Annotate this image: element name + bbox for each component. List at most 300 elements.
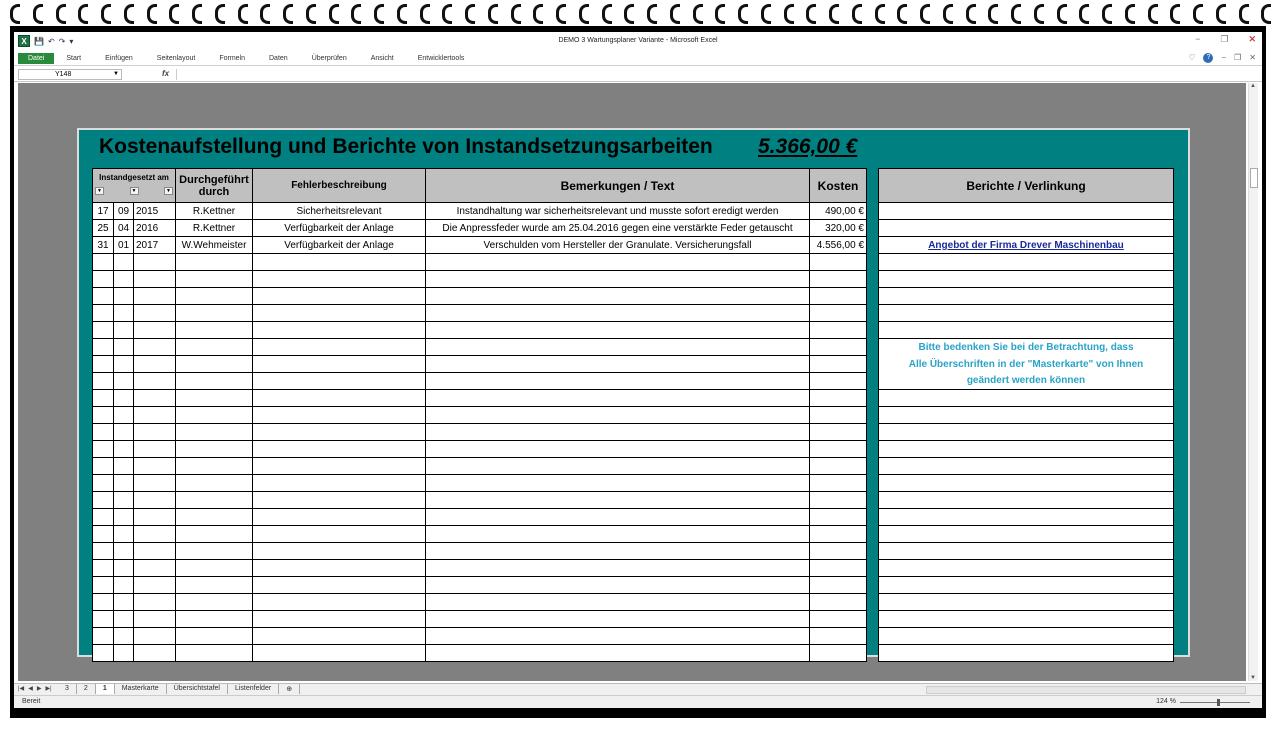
cell-remarks[interactable] <box>426 390 810 407</box>
cell-fault[interactable] <box>253 526 426 543</box>
spiral-ring <box>920 4 930 24</box>
cell-by[interactable] <box>176 526 253 543</box>
cell-day[interactable] <box>93 373 114 390</box>
reports-row <box>879 220 1174 237</box>
cell-year[interactable] <box>134 475 176 492</box>
title-bar <box>14 32 1262 50</box>
cell-month[interactable] <box>114 543 134 560</box>
reports-cell[interactable] <box>879 390 1174 407</box>
cell-fault[interactable] <box>253 339 426 356</box>
cell-remarks[interactable]: Verschulden vom Hersteller der Granulate. Versicherungsfall <box>426 237 810 254</box>
cell-cost[interactable] <box>810 509 867 526</box>
filter-day-icon[interactable]: ▼ <box>95 187 104 195</box>
reports-cell[interactable] <box>879 509 1174 526</box>
spiral-ring <box>56 4 66 24</box>
ribbon-tab-4[interactable]: Formeln <box>219 55 245 62</box>
cell-cost[interactable] <box>810 373 867 390</box>
cell-day[interactable] <box>93 305 114 322</box>
spiral-ring <box>397 4 407 24</box>
cell-cost[interactable] <box>810 526 867 543</box>
spiral-ring <box>647 4 657 24</box>
cell-fault[interactable] <box>253 288 426 305</box>
save-icon[interactable]: 💾 <box>34 36 44 46</box>
cell-year[interactable] <box>134 543 176 560</box>
filter-year-icon[interactable]: ▼ <box>164 187 173 195</box>
reports-row <box>879 594 1174 611</box>
cell-fault[interactable] <box>253 322 426 339</box>
cell-year[interactable] <box>134 492 176 509</box>
cell-remarks[interactable] <box>426 577 810 594</box>
reports-cell[interactable] <box>879 322 1174 339</box>
reports-row <box>879 441 1174 458</box>
undo-icon[interactable]: ↶ <box>47 36 55 46</box>
cell-remarks[interactable]: Die Anpressfeder wurde am 25.04.2016 gegen eine verstärkte Feder getauscht <box>426 220 810 237</box>
reports-cell[interactable] <box>879 220 1174 237</box>
reports-cell[interactable] <box>879 526 1174 543</box>
cell-fault[interactable] <box>253 407 426 424</box>
sheet-tab[interactable]: 1 <box>96 684 115 694</box>
window-minimize-icon[interactable]: − <box>1221 53 1227 62</box>
cell-fault[interactable] <box>253 305 426 322</box>
sheet-tab[interactable]: 3 <box>58 684 77 694</box>
reports-cell[interactable] <box>879 288 1174 305</box>
spiral-binding <box>10 4 1272 26</box>
next-sheet-icon[interactable]: ▶ <box>36 686 42 692</box>
cell-fault[interactable] <box>253 628 426 645</box>
cell-by[interactable] <box>176 254 253 271</box>
cell-day[interactable] <box>93 543 114 560</box>
cell-by[interactable] <box>176 628 253 645</box>
sheet-tab[interactable]: 2 <box>77 684 96 694</box>
cell-day[interactable]: 17 <box>93 203 114 220</box>
cell-month[interactable] <box>114 492 134 509</box>
cell-year[interactable] <box>134 560 176 577</box>
sheet-tab[interactable]: Übersichtstafel <box>167 684 228 694</box>
cell-day[interactable] <box>93 254 114 271</box>
cell-by[interactable] <box>176 441 253 458</box>
zoom-slider-knob[interactable] <box>1217 699 1220 706</box>
sheet-tab[interactable]: Masterkarte <box>115 684 167 694</box>
cell-remarks[interactable] <box>426 526 810 543</box>
cell-day[interactable] <box>93 356 114 373</box>
restore-button[interactable]: ❐ <box>1220 34 1229 44</box>
cell-cost[interactable] <box>810 305 867 322</box>
cell-cost[interactable] <box>810 288 867 305</box>
cell-by[interactable] <box>176 611 253 628</box>
report-link[interactable]: Angebot der Firma Drever Maschinenbau <box>879 237 1174 254</box>
reports-cell[interactable] <box>879 628 1174 645</box>
cell-year[interactable] <box>134 373 176 390</box>
cell-by[interactable] <box>176 424 253 441</box>
cell-fault[interactable] <box>253 543 426 560</box>
cell-fault[interactable] <box>253 356 426 373</box>
cell-cost[interactable] <box>810 645 867 662</box>
cell-remarks[interactable] <box>426 271 810 288</box>
cell-fault[interactable] <box>253 492 426 509</box>
cell-day[interactable] <box>93 509 114 526</box>
prev-sheet-icon[interactable]: ◀ <box>28 686 33 692</box>
cell-day[interactable] <box>93 441 114 458</box>
cell-fault[interactable] <box>253 458 426 475</box>
cell-cost[interactable] <box>810 628 867 645</box>
cell-cost[interactable] <box>810 407 867 424</box>
cell-day[interactable] <box>93 339 114 356</box>
reports-cell[interactable] <box>879 611 1174 628</box>
cell-month[interactable]: 09 <box>114 203 134 220</box>
cell-remarks[interactable] <box>426 339 810 356</box>
cell-day[interactable] <box>93 458 114 475</box>
minimize-button[interactable]: − <box>1195 34 1201 44</box>
first-sheet-icon[interactable]: |◀ <box>18 686 25 692</box>
cell-cost[interactable] <box>810 322 867 339</box>
redo-icon[interactable]: ↷ <box>58 36 66 46</box>
excel-window <box>14 32 1262 708</box>
cell-day[interactable] <box>93 492 114 509</box>
table-row <box>93 645 867 662</box>
spiral-ring <box>169 4 179 24</box>
cell-cost[interactable] <box>810 339 867 356</box>
cell-year[interactable] <box>134 356 176 373</box>
header-cost: Kosten <box>810 169 867 203</box>
cell-month[interactable]: 04 <box>114 220 134 237</box>
cell-year[interactable] <box>134 509 176 526</box>
cell-year[interactable] <box>134 645 176 662</box>
cell-cost[interactable] <box>810 458 867 475</box>
filter-month-icon[interactable]: ▼ <box>130 187 139 195</box>
cell-by[interactable] <box>176 339 253 356</box>
ribbon-minimize-icon[interactable]: ♡ <box>1188 53 1196 62</box>
cell-cost[interactable] <box>810 611 867 628</box>
cell-day[interactable]: 25 <box>93 220 114 237</box>
cell-by[interactable] <box>176 390 253 407</box>
reports-cell[interactable] <box>879 492 1174 509</box>
cell-cost[interactable] <box>810 475 867 492</box>
cell-month[interactable] <box>114 322 134 339</box>
cell-year[interactable] <box>134 594 176 611</box>
cell-month[interactable] <box>114 560 134 577</box>
table-row <box>93 203 867 220</box>
ribbon-tab-7[interactable]: Ansicht <box>370 55 394 62</box>
cell-fault[interactable] <box>253 390 426 407</box>
cell-month[interactable] <box>114 288 134 305</box>
cell-cost[interactable] <box>810 560 867 577</box>
last-sheet-icon[interactable]: ▶| <box>45 686 52 692</box>
cell-fault[interactable] <box>253 271 426 288</box>
cell-day[interactable] <box>93 424 114 441</box>
cell-fault[interactable] <box>253 475 426 492</box>
close-button[interactable]: ✕ <box>1248 34 1256 44</box>
cell-cost[interactable] <box>810 492 867 509</box>
cell-year[interactable]: 2016 <box>134 220 176 237</box>
cell-month[interactable] <box>114 254 134 271</box>
cell-cost[interactable] <box>810 543 867 560</box>
cell-by[interactable] <box>176 509 253 526</box>
cell-year[interactable] <box>134 271 176 288</box>
fx-icon[interactable]: fx <box>162 69 170 78</box>
cell-day[interactable] <box>93 288 114 305</box>
scroll-down-icon[interactable]: ▼ <box>1250 675 1256 681</box>
cell-by[interactable] <box>176 645 253 662</box>
ribbon-tab-6[interactable]: Überprüfen <box>311 55 347 62</box>
excel-icon[interactable]: X <box>18 35 30 47</box>
cell-fault[interactable] <box>253 441 426 458</box>
reports-cell[interactable] <box>879 441 1174 458</box>
cell-by[interactable] <box>176 543 253 560</box>
name-box[interactable] <box>18 69 122 80</box>
reports-cell[interactable] <box>879 577 1174 594</box>
name-box-dropdown-icon[interactable]: ▼ <box>113 71 119 77</box>
spiral-ring <box>966 4 976 24</box>
cell-year[interactable] <box>134 526 176 543</box>
cell-year[interactable] <box>134 441 176 458</box>
cell-month[interactable] <box>114 356 134 373</box>
cell-month[interactable] <box>114 458 134 475</box>
cell-fault[interactable] <box>253 424 426 441</box>
cell-by[interactable] <box>176 356 253 373</box>
zoom-slider[interactable] <box>1180 702 1250 703</box>
spiral-ring <box>10 4 20 24</box>
cell-by[interactable] <box>176 475 253 492</box>
cell-remarks[interactable] <box>426 424 810 441</box>
reports-cell[interactable] <box>879 543 1174 560</box>
cell-month[interactable] <box>114 628 134 645</box>
sheet-tab[interactable]: Listenfelder <box>228 684 279 694</box>
reports-cell[interactable] <box>879 305 1174 322</box>
cell-cost[interactable] <box>810 594 867 611</box>
cell-day[interactable] <box>93 271 114 288</box>
formula-input[interactable] <box>176 69 1252 80</box>
cell-remarks[interactable] <box>426 611 810 628</box>
cell-fault[interactable] <box>253 611 426 628</box>
spiral-ring <box>101 4 111 24</box>
cell-remarks[interactable] <box>426 407 810 424</box>
reports-cell[interactable] <box>879 594 1174 611</box>
cell-day[interactable] <box>93 628 114 645</box>
ribbon-tab-5[interactable]: Daten <box>269 55 288 62</box>
cell-cost[interactable] <box>810 390 867 407</box>
cell-month[interactable] <box>114 577 134 594</box>
cell-remarks[interactable] <box>426 492 810 509</box>
cell-day[interactable] <box>93 594 114 611</box>
spiral-ring <box>1011 4 1021 24</box>
header-date <box>93 169 176 203</box>
cell-remarks[interactable]: Instandhaltung war sicherheitsrelevant und musste sofort eredigt werden <box>426 203 810 220</box>
cell-fault[interactable] <box>253 594 426 611</box>
cell-year[interactable] <box>134 577 176 594</box>
customize-toolbar-icon[interactable]: ▾ <box>69 36 74 46</box>
cell-year[interactable] <box>134 424 176 441</box>
cell-remarks[interactable] <box>426 305 810 322</box>
ribbon-tab-8[interactable]: Entwicklertools <box>417 55 465 62</box>
cell-fault[interactable] <box>253 560 426 577</box>
cell-remarks[interactable] <box>426 322 810 339</box>
cell-remarks[interactable] <box>426 645 810 662</box>
cell-by[interactable] <box>176 288 253 305</box>
cell-fault[interactable]: Sicherheitsrelevant <box>253 203 426 220</box>
ribbon-tab-2[interactable]: Einfügen <box>105 55 133 62</box>
spiral-ring <box>124 4 134 24</box>
cell-cost[interactable] <box>810 254 867 271</box>
reports-cell[interactable] <box>879 254 1174 271</box>
reports-cell[interactable] <box>879 645 1174 662</box>
cell-year[interactable] <box>134 407 176 424</box>
cell-month[interactable] <box>114 407 134 424</box>
cell-month[interactable] <box>114 305 134 322</box>
cell-cost[interactable] <box>810 271 867 288</box>
reports-cell[interactable] <box>879 458 1174 475</box>
cell-day[interactable] <box>93 390 114 407</box>
cell-remarks[interactable] <box>426 628 810 645</box>
cell-fault[interactable] <box>253 577 426 594</box>
spiral-ring <box>1125 4 1135 24</box>
cell-fault[interactable] <box>253 645 426 662</box>
cell-year[interactable] <box>134 322 176 339</box>
cell-by[interactable] <box>176 373 253 390</box>
reports-row <box>879 203 1174 220</box>
cell-remarks[interactable] <box>426 475 810 492</box>
cell-by[interactable] <box>176 322 253 339</box>
table-row <box>93 543 867 560</box>
table-row <box>93 237 867 254</box>
cell-year[interactable] <box>134 611 176 628</box>
cell-cost[interactable]: 4.556,00 € <box>810 237 867 254</box>
scroll-up-icon[interactable]: ▲ <box>1250 83 1256 89</box>
window-restore-icon[interactable]: ❐ <box>1234 53 1242 62</box>
cell-remarks[interactable] <box>426 543 810 560</box>
reports-cell[interactable] <box>879 424 1174 441</box>
cell-remarks[interactable] <box>426 594 810 611</box>
table-row <box>93 220 867 237</box>
cell-cost[interactable] <box>810 441 867 458</box>
cell-month[interactable]: 01 <box>114 237 134 254</box>
cell-month[interactable] <box>114 339 134 356</box>
cell-month[interactable] <box>114 373 134 390</box>
cell-fault[interactable] <box>253 373 426 390</box>
cell-month[interactable] <box>114 475 134 492</box>
cell-cost[interactable] <box>810 424 867 441</box>
header-fault: Fehlerbeschreibung <box>253 169 426 203</box>
header-by: Durchgeführt durch <box>176 169 253 203</box>
spiral-ring <box>147 4 157 24</box>
cell-day[interactable]: 31 <box>93 237 114 254</box>
cell-by[interactable]: W.Wehmeister <box>176 237 253 254</box>
insert-sheet-icon[interactable]: ⊕ <box>279 684 300 694</box>
reports-header-row <box>879 169 1174 203</box>
cell-fault[interactable] <box>253 509 426 526</box>
cell-day[interactable] <box>93 577 114 594</box>
table-row <box>93 492 867 509</box>
cell-day[interactable] <box>93 475 114 492</box>
window-close-icon[interactable]: ✕ <box>1249 53 1256 62</box>
ribbon-tab-0[interactable]: Datei <box>18 53 54 64</box>
cell-cost[interactable] <box>810 577 867 594</box>
cell-month[interactable] <box>114 645 134 662</box>
cell-year[interactable]: 2015 <box>134 203 176 220</box>
cell-month[interactable] <box>114 424 134 441</box>
ribbon-tab-1[interactable]: Start <box>66 55 82 62</box>
cell-by[interactable] <box>176 407 253 424</box>
cell-by[interactable] <box>176 458 253 475</box>
cell-year[interactable] <box>134 339 176 356</box>
cell-month[interactable] <box>114 611 134 628</box>
cell-cost[interactable]: 490,00 € <box>810 203 867 220</box>
cell-day[interactable] <box>93 645 114 662</box>
help-icon[interactable]: ? <box>1203 53 1213 63</box>
cell-month[interactable] <box>114 271 134 288</box>
cell-day[interactable] <box>93 322 114 339</box>
spiral-ring <box>1216 4 1226 24</box>
ribbon-tab-3[interactable]: Seitenlayout <box>156 55 196 62</box>
cell-remarks[interactable] <box>426 288 810 305</box>
vertical-scrollbar[interactable] <box>1248 83 1258 681</box>
cell-by[interactable]: R.Kettner <box>176 203 253 220</box>
cell-remarks[interactable] <box>426 509 810 526</box>
cell-cost[interactable] <box>810 356 867 373</box>
table-row <box>93 356 867 373</box>
cell-remarks[interactable] <box>426 373 810 390</box>
cell-remarks[interactable] <box>426 560 810 577</box>
cell-by[interactable]: R.Kettner <box>176 220 253 237</box>
reports-cell[interactable] <box>879 475 1174 492</box>
cell-year[interactable] <box>134 305 176 322</box>
worksheet-area[interactable] <box>18 83 1246 681</box>
cell-by[interactable] <box>176 492 253 509</box>
cell-year[interactable] <box>134 390 176 407</box>
reports-cell[interactable] <box>879 560 1174 577</box>
reports-cell[interactable] <box>879 407 1174 424</box>
cell-day[interactable] <box>93 560 114 577</box>
cell-year[interactable] <box>134 628 176 645</box>
cell-by[interactable] <box>176 305 253 322</box>
cell-remarks[interactable] <box>426 441 810 458</box>
reports-row <box>879 543 1174 560</box>
table-row <box>93 322 867 339</box>
cell-by[interactable] <box>176 271 253 288</box>
cell-fault[interactable] <box>253 254 426 271</box>
cell-month[interactable] <box>114 441 134 458</box>
cell-by[interactable] <box>176 577 253 594</box>
cell-year[interactable] <box>134 254 176 271</box>
cell-cost[interactable]: 320,00 € <box>810 220 867 237</box>
cell-day[interactable] <box>93 526 114 543</box>
cell-day[interactable] <box>93 611 114 628</box>
cell-month[interactable] <box>114 390 134 407</box>
cell-remarks[interactable] <box>426 356 810 373</box>
reports-row <box>879 407 1174 424</box>
cell-fault[interactable]: Verfügbarkeit der Anlage <box>253 237 426 254</box>
cell-month[interactable] <box>114 526 134 543</box>
table-row <box>93 611 867 628</box>
cell-year[interactable] <box>134 288 176 305</box>
scroll-thumb[interactable] <box>1250 168 1258 188</box>
cell-month[interactable] <box>114 594 134 611</box>
sheet-tab-bar <box>14 683 1262 695</box>
zoom-level[interactable]: 124 % <box>1156 698 1176 705</box>
reports-cell[interactable] <box>879 203 1174 220</box>
reports-cell[interactable] <box>879 271 1174 288</box>
cell-fault[interactable]: Verfügbarkeit der Anlage <box>253 220 426 237</box>
cell-month[interactable] <box>114 509 134 526</box>
horizontal-scrollbar[interactable] <box>926 686 1246 694</box>
cell-by[interactable] <box>176 560 253 577</box>
cell-year[interactable] <box>134 458 176 475</box>
cell-day[interactable] <box>93 407 114 424</box>
cell-remarks[interactable] <box>426 458 810 475</box>
cell-year[interactable]: 2017 <box>134 237 176 254</box>
cell-by[interactable] <box>176 594 253 611</box>
cell-remarks[interactable] <box>426 254 810 271</box>
spiral-ring <box>784 4 794 24</box>
